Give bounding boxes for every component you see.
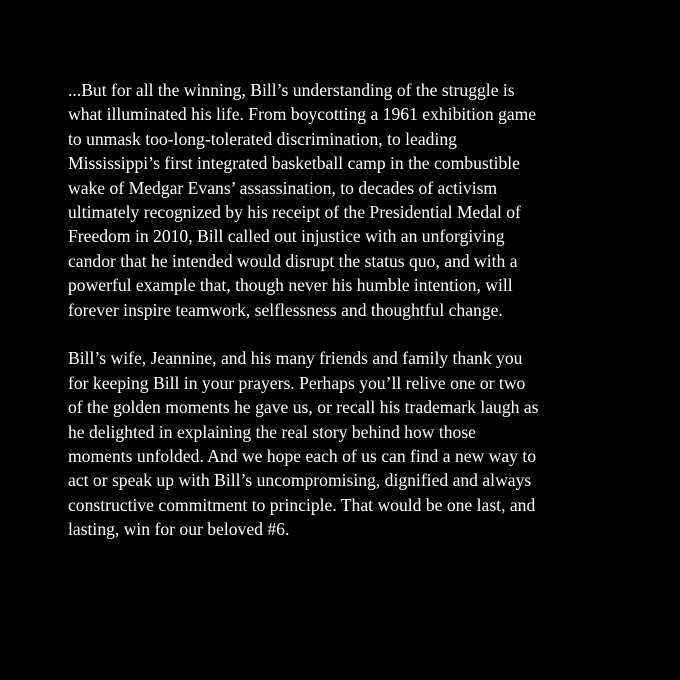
text-line: wake of Medgar Evans’ assassination, to decades of activism <box>68 177 498 198</box>
text-line: ultimately recognized by his receipt of the Presidential Medal of <box>68 202 521 223</box>
text-line: constructive commitment to principle. That would be one last, and <box>68 494 536 515</box>
text-line: Bill’s wife, Jeannine, and his many friends and family thank you <box>68 348 523 369</box>
text-line: forever inspire teamwork, selflessness and thoughtful change. <box>68 299 503 320</box>
text-line: candor that he intended would disrupt the status quo, and with a <box>68 250 518 271</box>
statement-text <box>68 78 628 542</box>
text-line: powerful example that, though never his humble intention, will <box>68 275 513 296</box>
text-line: to unmask too-long-tolerated discrimination, to leading <box>68 128 457 149</box>
text-line: Mississippi’s first integrated basketball camp in the combustible <box>68 153 520 174</box>
text-line: of the golden moments he gave us, or recall his trademark laugh as <box>68 397 539 418</box>
paragraph-2 <box>68 346 628 541</box>
text-line: he delighted in explaining the real story behind how those <box>68 421 476 442</box>
paragraph-1 <box>68 78 628 322</box>
text-line: Freedom in 2010, Bill called out injustice with an unforgiving <box>68 226 505 247</box>
text-line: for keeping Bill in your prayers. Perhaps you’ll relive one or two <box>68 372 526 393</box>
text-line: lasting, win for our beloved #6. <box>68 519 290 540</box>
text-line: ...But for all the winning, Bill’s understanding of the struggle is <box>68 80 515 100</box>
text-line: what illuminated his life. From boycotting a 1961 exhibition game <box>68 104 537 125</box>
text-line: moments unfolded. And we hope each of us can find a new way to <box>68 446 537 467</box>
text-line: act or speak up with Bill’s uncompromising, dignified and always <box>68 470 532 491</box>
